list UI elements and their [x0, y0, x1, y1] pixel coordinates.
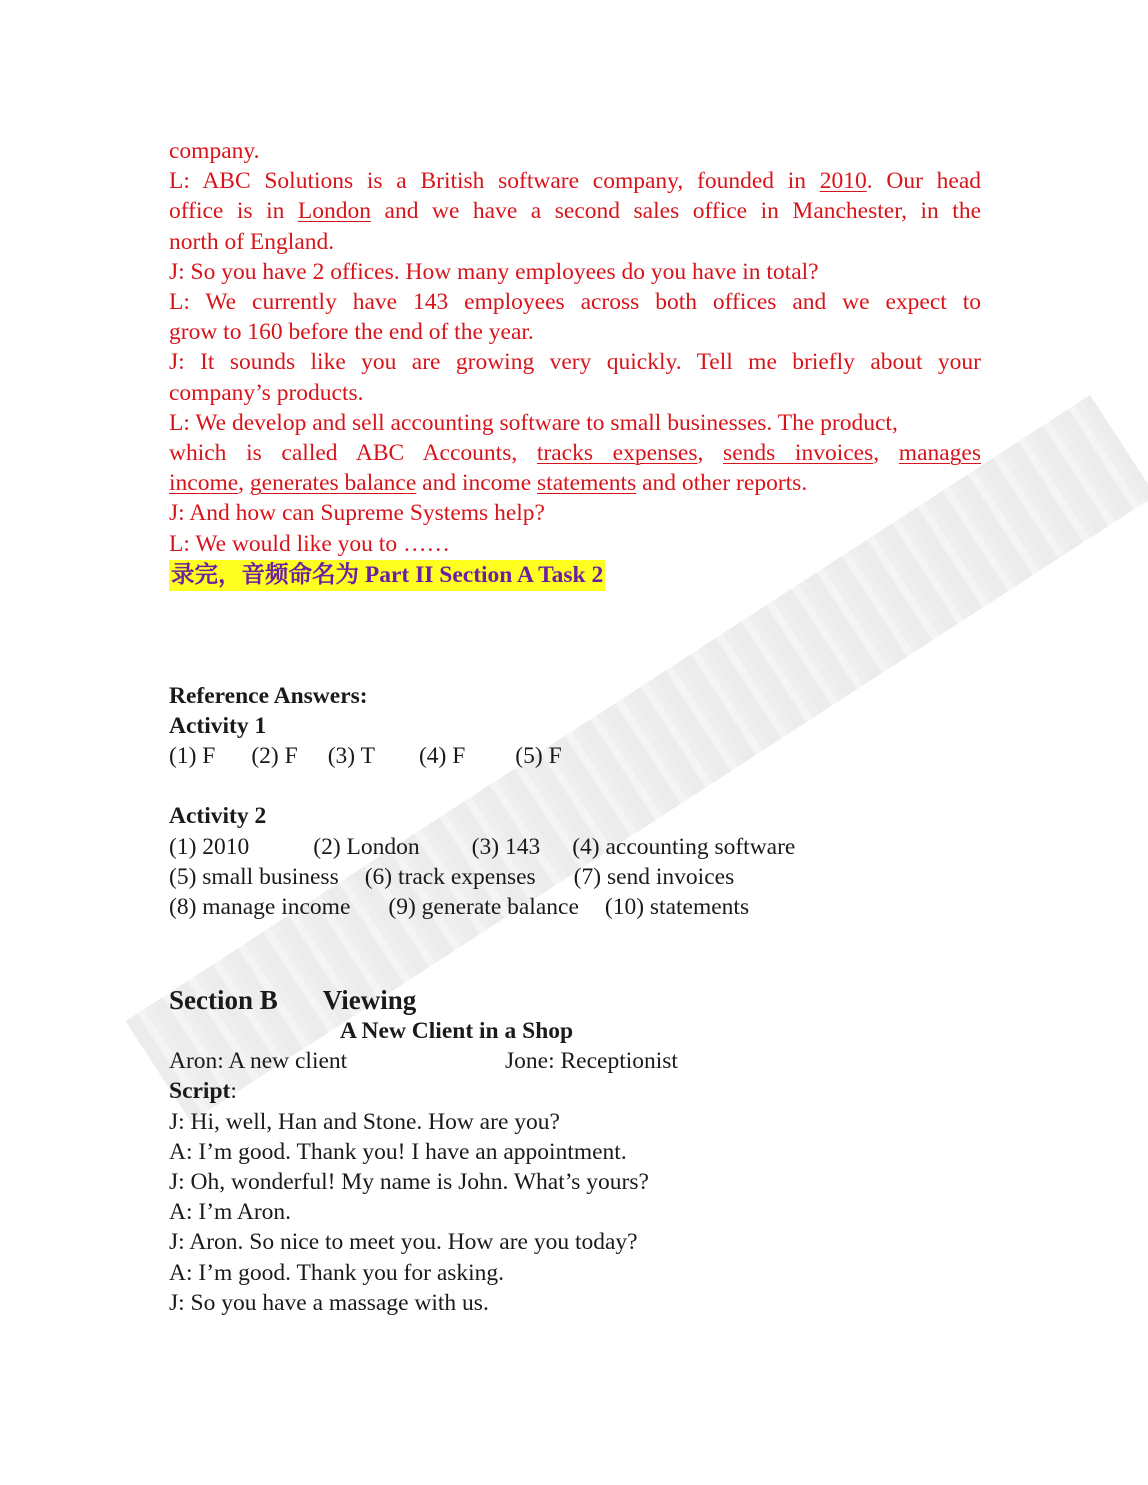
- script-line: J: Aron. So nice to meet you. How are you today?: [169, 1229, 638, 1256]
- section-label: Section B: [169, 985, 278, 1016]
- underlined-answer: tracks expenses: [536, 440, 698, 467]
- activity-2-answers-row: [169, 832, 981, 862]
- underlined-answer: income: [169, 470, 239, 497]
- script-line: J: So you have a massage with us.: [169, 1289, 489, 1316]
- dialogue-line: company’s products.: [169, 379, 364, 406]
- script-label: Script:: [169, 1078, 237, 1105]
- dialogue-a: [169, 136, 981, 559]
- underlined-answer: 2010: [819, 168, 867, 195]
- answer: (9) generate balance: [388, 894, 579, 921]
- answer: (1) 2010: [169, 833, 250, 860]
- answer: (4) accounting software: [572, 833, 796, 860]
- dialogue-line: J: And how can Supreme Systems help?: [169, 500, 545, 527]
- underlined-answer: generates balance: [249, 470, 417, 497]
- answer: (2) London: [313, 833, 420, 860]
- section-subtitle: A New Client in a Shop: [340, 1018, 574, 1045]
- answer: (8) manage income: [169, 894, 351, 921]
- document-page: [169, 136, 981, 1318]
- dialogue-line: J: It sounds like you are growing very quickly. Tell me briefly about your: [169, 349, 981, 376]
- dialogue-line: grow to 160 before the end of the year.: [169, 319, 534, 346]
- answer: (5) small business: [169, 863, 339, 890]
- activity-2-title: Activity 2: [169, 803, 267, 830]
- script-line: J: Oh, wonderful! My name is John. What’s yours?: [169, 1169, 649, 1196]
- reference-answers-heading: Reference Answers:: [169, 682, 368, 709]
- recording-note: 录完，音频命名为 Part II Section A Task 2: [169, 560, 605, 591]
- answer: (5) F: [515, 743, 562, 770]
- script-line: A: I’m good. Thank you for asking.: [169, 1259, 505, 1286]
- underlined-answer: sends invoices: [723, 440, 874, 467]
- activity-1-answers: [169, 741, 981, 771]
- role-a: Aron: A new client: [169, 1048, 348, 1075]
- dialogue-line: L: We currently have 143 employees across both offices and we expect to: [169, 289, 981, 316]
- section-title: Viewing: [322, 985, 417, 1016]
- answer: (6) track expenses: [364, 863, 536, 890]
- answer: (1) F: [169, 743, 216, 770]
- underlined-answer: statements: [537, 470, 637, 497]
- dialogue-line: office is in London and we have a second sales office in Manchester, in the: [169, 198, 982, 225]
- roles: [169, 1046, 981, 1076]
- answer: (4) F: [418, 743, 466, 770]
- dialogue-line: J: So you have 2 offices. How many employees do you have in total?: [169, 258, 819, 285]
- dialogue-line: L: We develop and sell accounting software to small businesses. The product,: [169, 409, 898, 436]
- dialogue-line: income, generates balance and income statements and other reports.: [169, 470, 808, 497]
- dialogue-line: north of England.: [169, 228, 335, 255]
- activity-2-answers-row: [169, 892, 981, 922]
- dialogue-line: L: ABC Solutions is a British software company, founded in 2010. Our head: [169, 168, 982, 195]
- activity-1-title: Activity 1: [169, 713, 267, 740]
- answer: (2) F: [251, 743, 298, 770]
- answer: (10) statements: [604, 894, 750, 921]
- role-b: Jone: Receptionist: [505, 1048, 678, 1075]
- underlined-answer: London: [297, 198, 372, 225]
- answer: (7) send invoices: [573, 863, 735, 890]
- script-line: J: Hi, well, Han and Stone. How are you?: [169, 1108, 560, 1135]
- activity-2-answers-row: [169, 862, 981, 892]
- script-line: A: I’m Aron.: [169, 1199, 292, 1226]
- answer: (3) T: [327, 743, 375, 770]
- dialogue-line: L: We would like you to ……: [169, 530, 450, 557]
- script-line: A: I’m good. Thank you! I have an appointment.: [169, 1138, 627, 1165]
- section-b-heading: [169, 984, 981, 1016]
- dialogue-line: company.: [169, 138, 260, 164]
- answer: (3) 143: [471, 833, 541, 860]
- underlined-answer: manages: [898, 440, 982, 467]
- dialogue-line: which is called ABC Accounts, tracks expenses, sends invoices, manages: [169, 440, 982, 467]
